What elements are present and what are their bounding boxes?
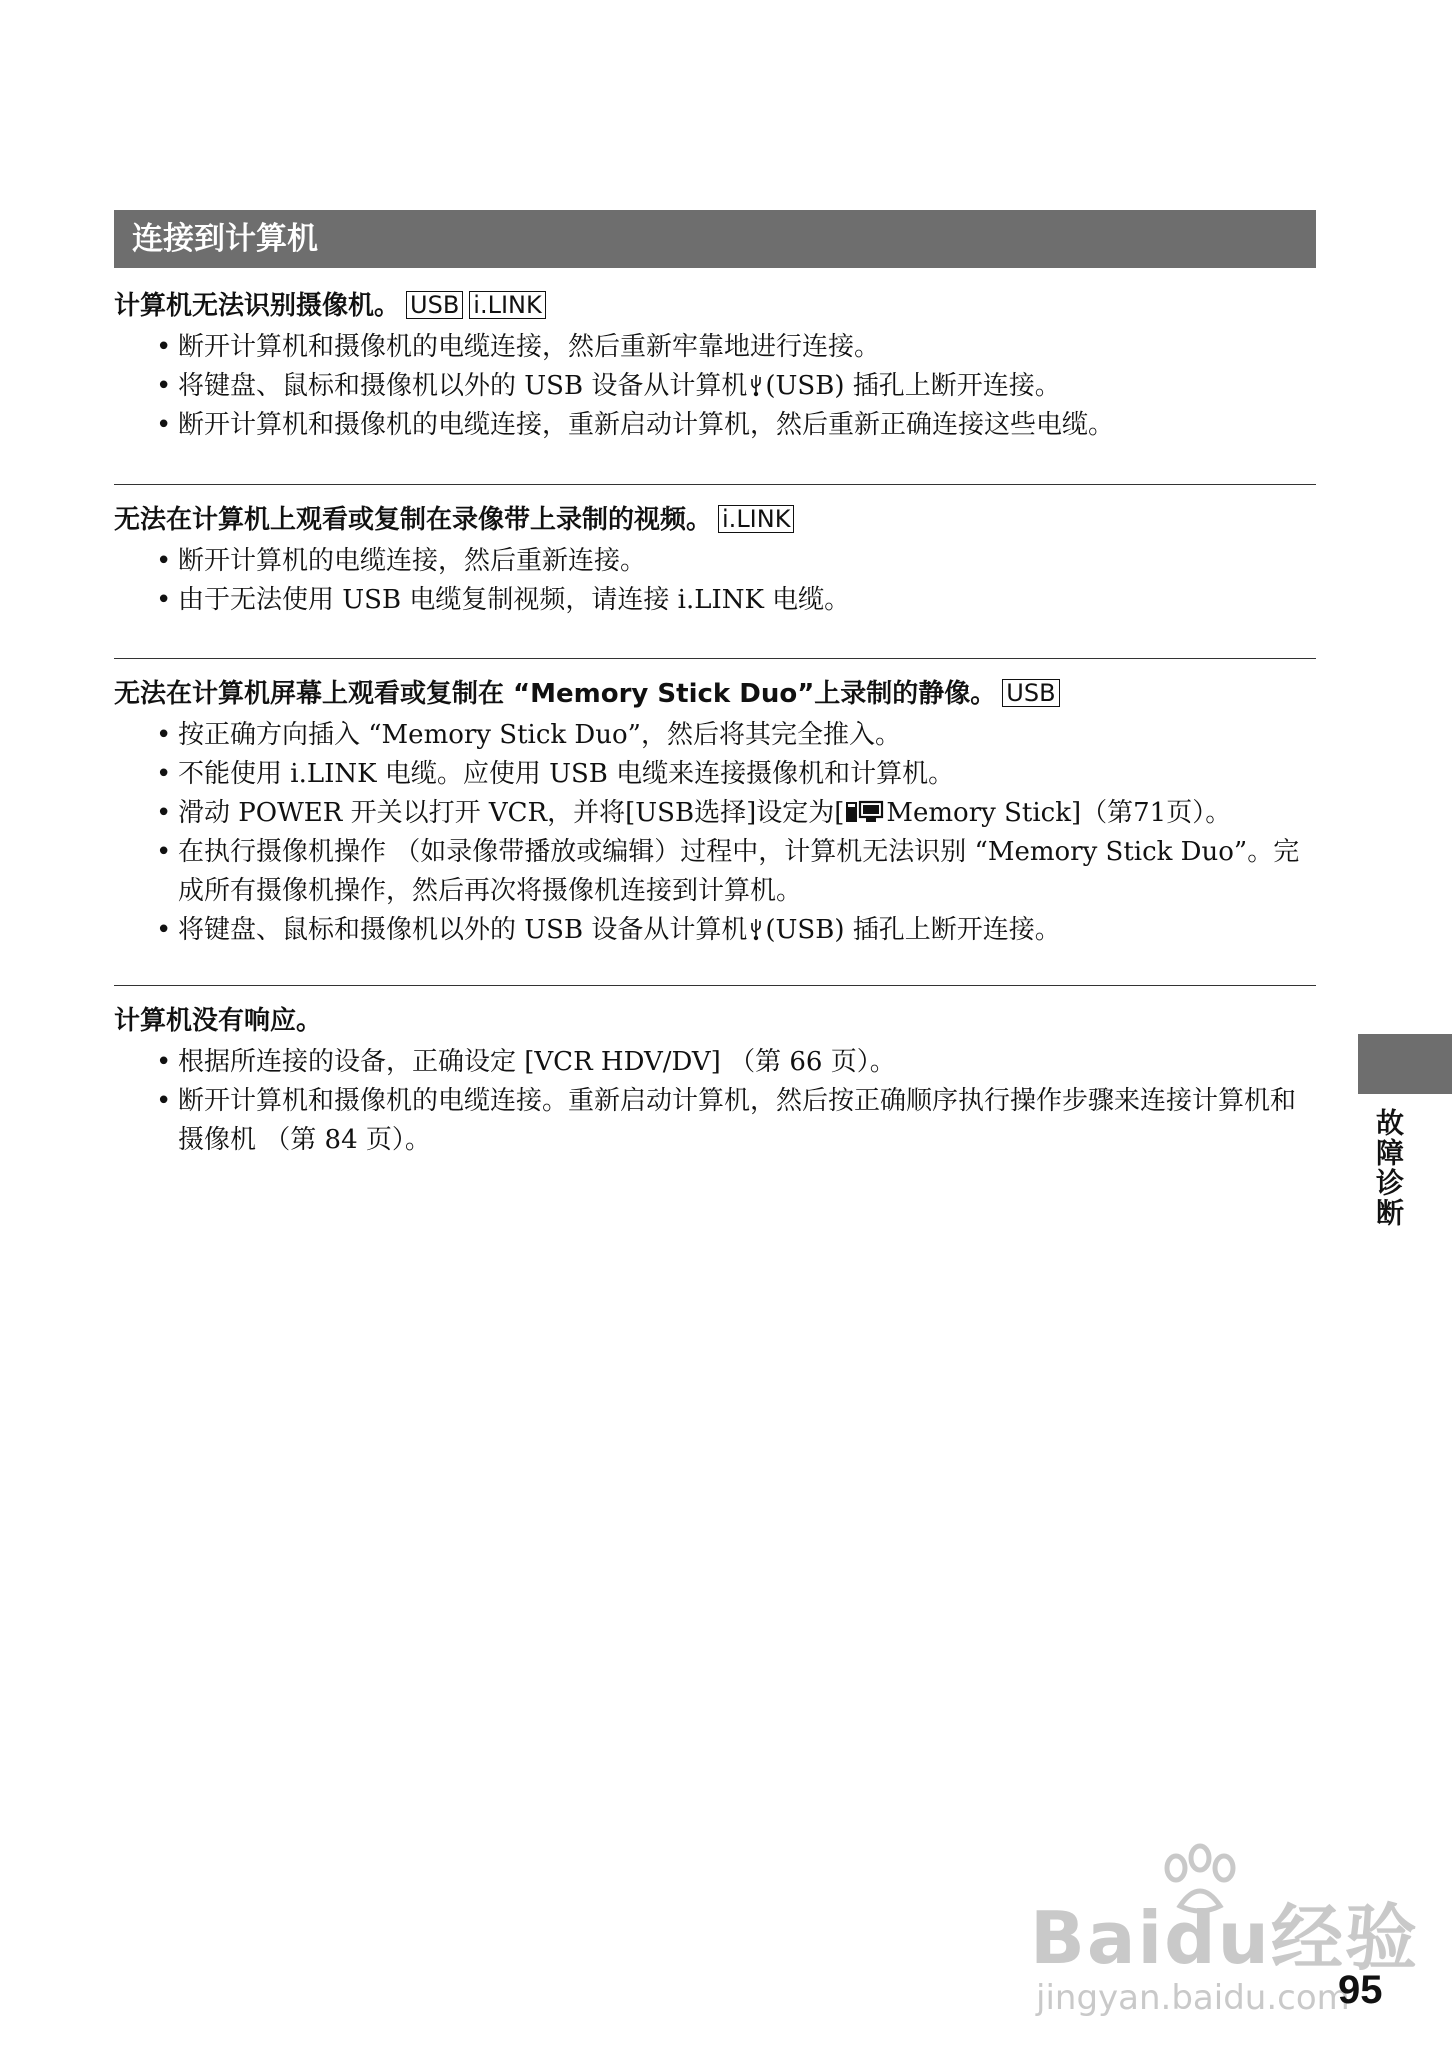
divider: [114, 484, 1316, 485]
ilink-tag: i.LINK: [469, 291, 545, 319]
block-heading: [114, 676, 1316, 712]
heading-text: 无法在计算机屏幕上观看或复制在 “Memory Stick Duo”上录制的静像。: [114, 679, 997, 709]
usb-tag: USB: [1002, 679, 1059, 707]
divider: [114, 985, 1316, 986]
bullet-item: • 在执行摄像机操作 （如录像带播放或编辑）过程中，计算机无法识别 “Memory Stick Duo”。完成所有摄像机操作，然后再次将摄像机连接到计算机。: [178, 833, 1316, 911]
block-heading: [114, 288, 1316, 324]
heading-text: 无法在计算机上观看或复制在录像带上录制的视频。: [114, 505, 713, 535]
chapter-label: 故障诊断: [1372, 1108, 1405, 1228]
watermark-brand: Baidu经验: [1030, 1896, 1419, 1980]
bullet-item: • 不能使用 i.LINK 电缆。应使用 USB 电缆来连接摄像机和计算机。: [178, 755, 1316, 794]
usb-tag: USB: [406, 291, 463, 319]
bullet-item: • 将键盘、鼠标和摄像机以外的 USB 设备从计算机 (USB) 插孔上断开连接。: [178, 367, 1316, 406]
section-title: 连接到计算机: [114, 210, 1316, 268]
bullet-item: • 按正确方向插入 “Memory Stick Duo”，然后将其完全推入。: [178, 716, 1316, 755]
troubleshoot-block-4: [114, 1003, 1316, 1160]
chapter-tab: [1358, 1034, 1452, 1094]
bullet-item: • 断开计算机和摄像机的电缆连接，然后重新牢靠地进行连接。: [178, 328, 1316, 367]
bullet-item: • 滑动 POWER 开关以打开 VCR，并将[USB选择]设定为[ Memory Stick]（第71页）。: [178, 794, 1316, 833]
bullet-item: • 断开计算机和摄像机的电缆连接。重新启动计算机，然后按正确顺序执行操作步骤来连接计算机和摄像机 （第 84 页）。: [178, 1082, 1316, 1160]
bullet-item: • 断开计算机和摄像机的电缆连接，重新启动计算机，然后重新正确连接这些电缆。: [178, 406, 1316, 445]
bullet-item: • 根据所连接的设备，正确设定 [VCR HDV/DV] （第 66 页）。: [178, 1043, 1316, 1082]
ilink-tag: i.LINK: [718, 505, 794, 533]
troubleshoot-block-3: [114, 676, 1316, 950]
troubleshoot-block-1: [114, 288, 1316, 445]
bullet-item: • 由于无法使用 USB 电缆复制视频，请连接 i.LINK 电缆。: [178, 581, 1316, 620]
bullet-item: • 断开计算机的电缆连接，然后重新连接。: [178, 542, 1316, 581]
troubleshoot-block-2: [114, 502, 1316, 620]
block-heading: [114, 502, 1316, 538]
bullet-item: • 将键盘、鼠标和摄像机以外的 USB 设备从计算机 (USB) 插孔上断开连接。: [178, 911, 1316, 950]
heading-text: 计算机无法识别摄像机。: [114, 291, 401, 321]
memory-stick-camera-icon: [844, 799, 886, 825]
usb-plug-icon: [749, 917, 763, 941]
divider: [114, 658, 1316, 659]
usb-plug-icon: [749, 373, 763, 397]
watermark-url: jingyan.baidu.com: [1036, 1978, 1350, 2018]
block-heading: 计算机没有响应。: [114, 1006, 323, 1036]
page-number: 95: [1338, 1968, 1383, 2012]
